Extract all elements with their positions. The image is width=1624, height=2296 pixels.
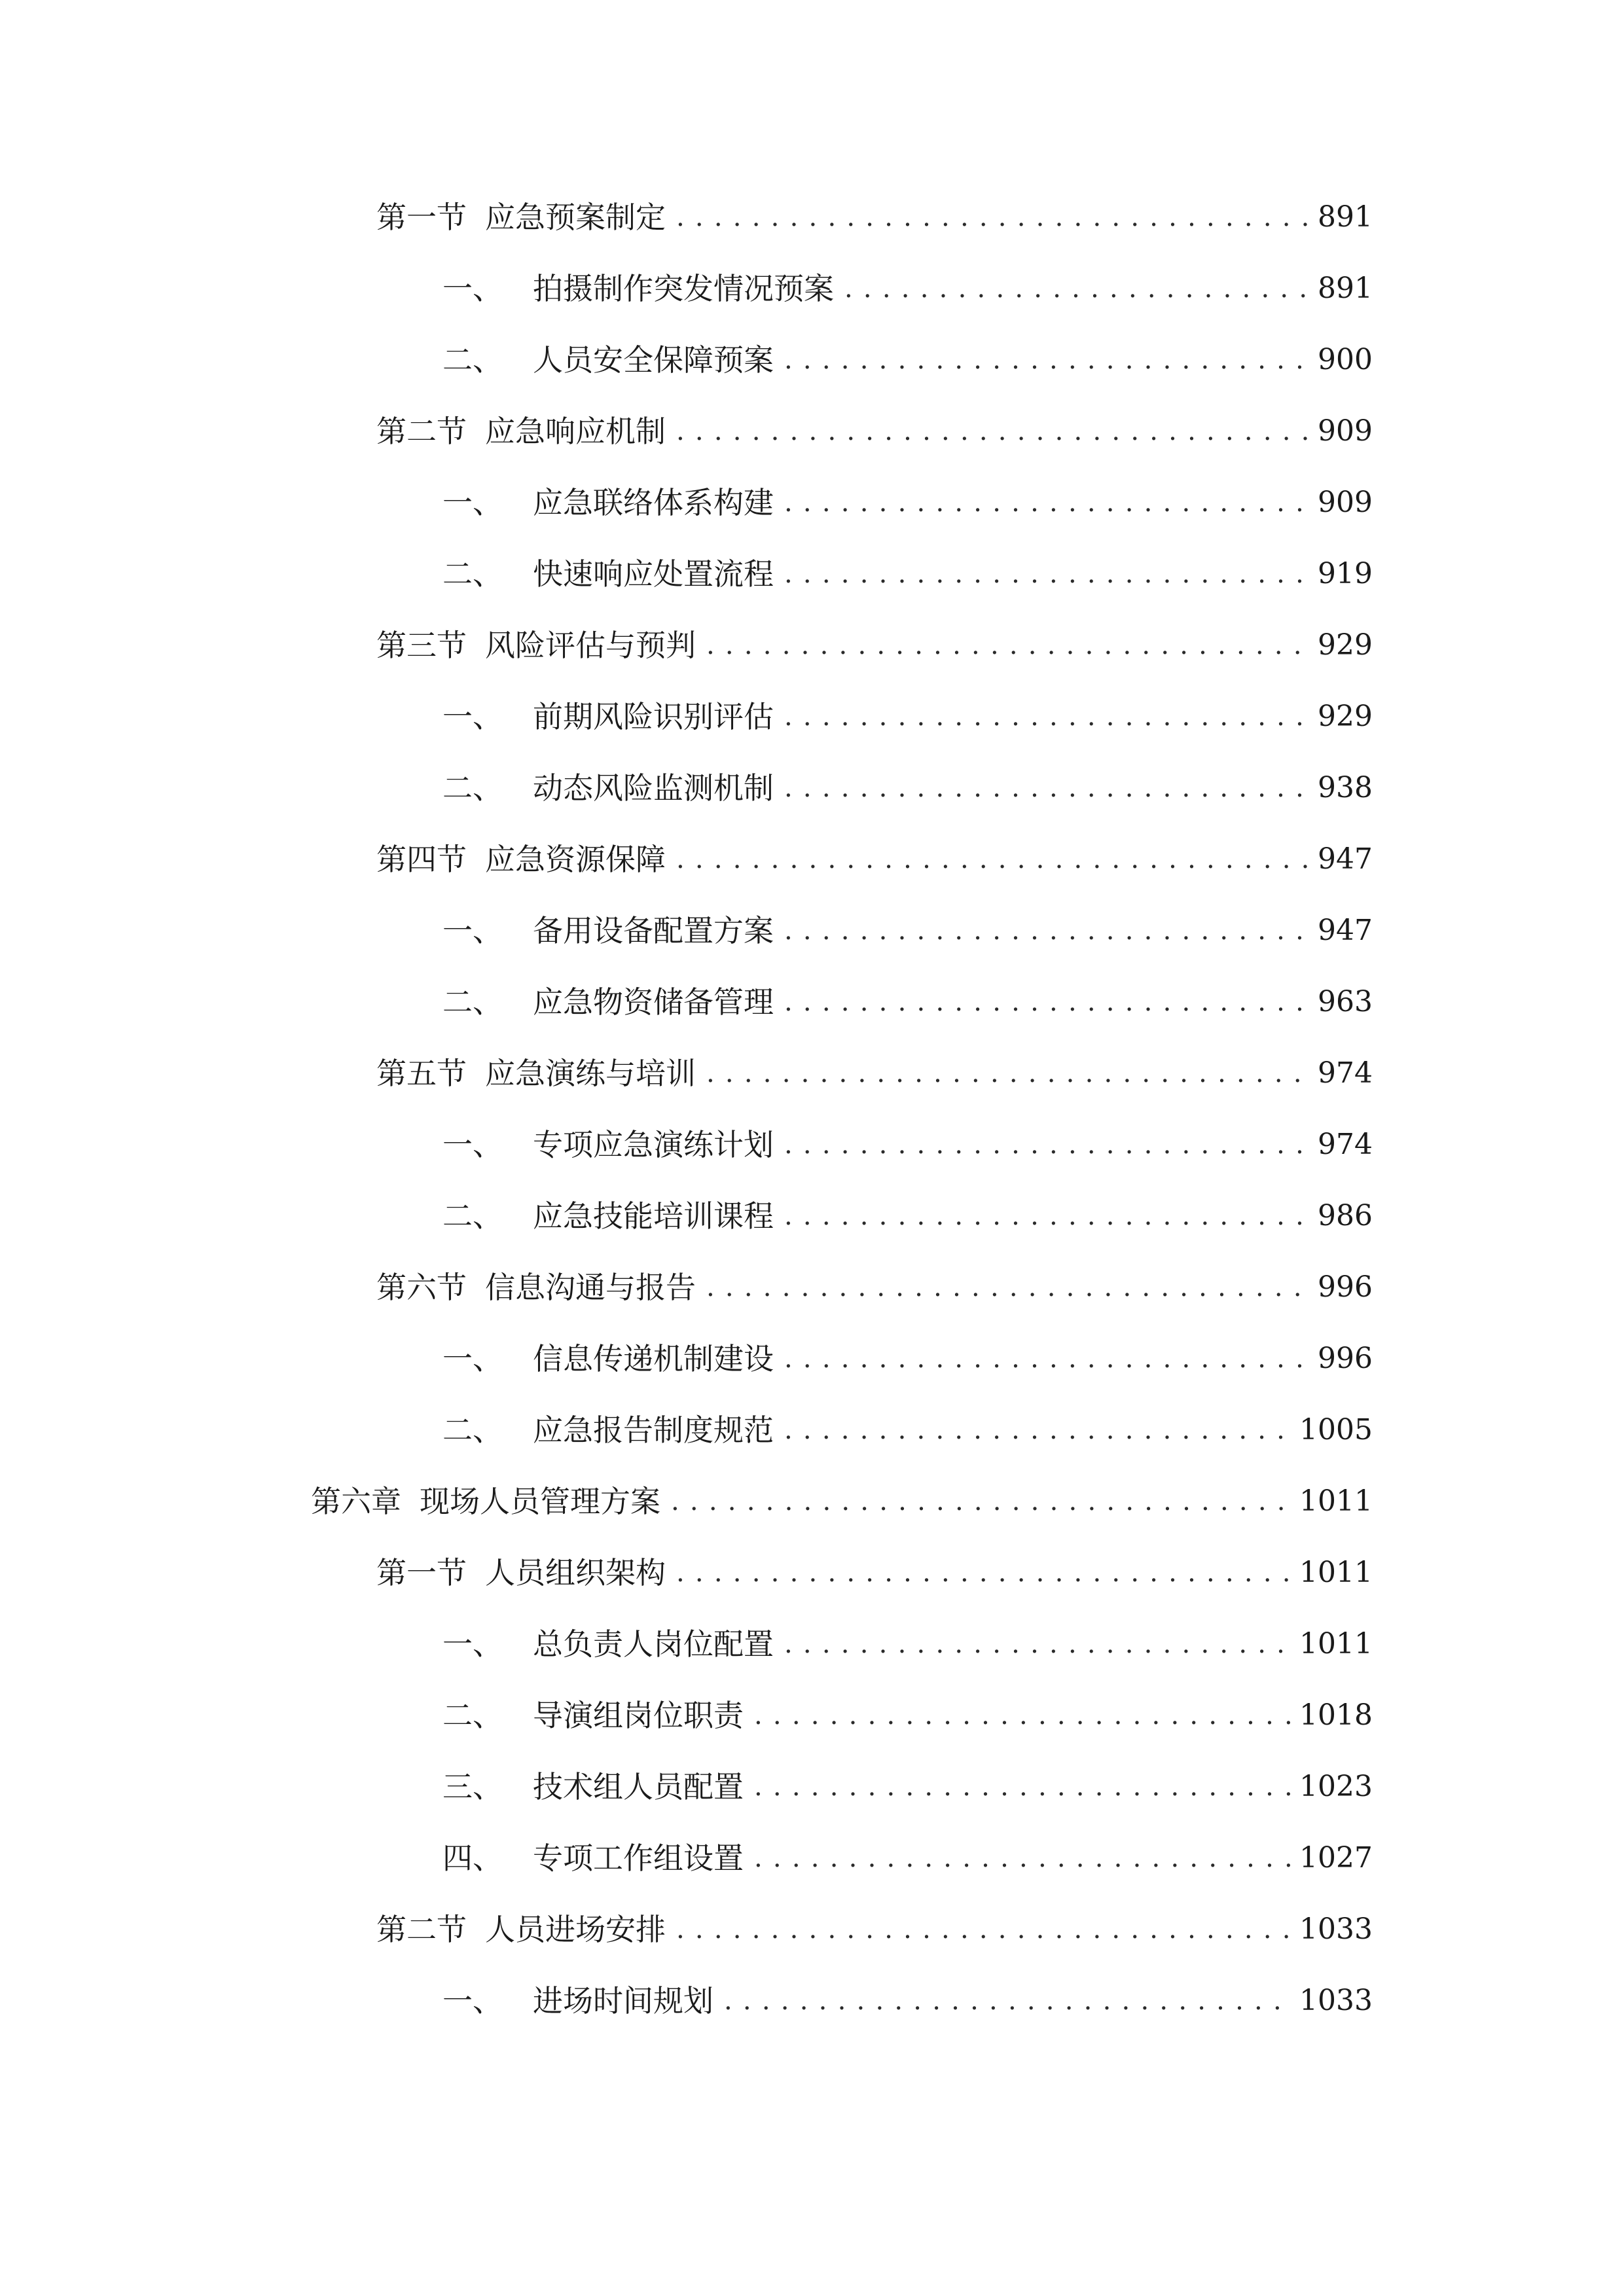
dot-leader [724, 1978, 1293, 2024]
dot-leader [671, 1479, 1293, 1524]
toc-entry-number: 四、 [442, 1840, 503, 1876]
toc-entry-title: 总负责人岗位配置 [533, 1626, 774, 1662]
dot-leader [784, 979, 1311, 1025]
toc-entry-page: 974 [1318, 1056, 1373, 1090]
toc-entry-page: 974 [1318, 1128, 1373, 1161]
toc-entry-title: 前期风险识别评估 [533, 699, 774, 734]
toc-entry-title: 人员进场安排 [485, 1912, 666, 1947]
toc-entry-number: 一、 [442, 271, 503, 306]
toc-entry-number: 一、 [442, 1983, 503, 2018]
dot-leader [706, 1265, 1311, 1310]
dot-leader [784, 551, 1311, 597]
toc-entry-page: 891 [1318, 200, 1373, 234]
dot-leader [784, 480, 1311, 526]
toc-entry-title: 应急预案制定 [485, 200, 666, 235]
toc-entry-section[interactable] [376, 1907, 1373, 1952]
toc-entry-title: 应急资源保障 [485, 842, 666, 877]
dot-leader [784, 1336, 1311, 1382]
toc-entry-number: 二、 [442, 1698, 503, 1733]
toc-entry-section[interactable] [376, 1550, 1373, 1596]
toc-entry-number: 一、 [442, 1127, 503, 1162]
toc-entry-number: 二、 [442, 770, 503, 806]
toc-entry-title: 信息沟通与报告 [485, 1270, 696, 1305]
toc-entry-page: 1023 [1299, 1770, 1373, 1803]
dot-leader [754, 1693, 1293, 1738]
toc-entry-title: 应急演练与培训 [485, 1056, 696, 1091]
dot-leader [706, 1050, 1311, 1096]
toc-entry-title: 应急报告制度规范 [533, 1412, 774, 1448]
toc-entry-item[interactable] [442, 1193, 1373, 1239]
toc-entry-number: 三、 [442, 1769, 503, 1804]
toc-entry-page: 1011 [1299, 1484, 1373, 1518]
toc-entry-number: 二、 [442, 342, 503, 378]
toc-entry-page: 919 [1318, 557, 1373, 590]
dot-leader [784, 1407, 1293, 1453]
toc-entry-page: 909 [1318, 414, 1373, 448]
toc-entry-number: 二、 [442, 984, 503, 1020]
toc-entry-item[interactable] [442, 1835, 1373, 1881]
toc-entry-item[interactable] [442, 1122, 1373, 1168]
toc-entry-page: 996 [1318, 1270, 1373, 1304]
toc-entry-page: 1033 [1299, 1984, 1373, 2017]
toc-entry-number: 二、 [442, 1412, 503, 1448]
dot-leader [784, 908, 1311, 954]
dot-leader [784, 765, 1311, 811]
toc-entry-item[interactable] [442, 1693, 1373, 1738]
dot-leader [676, 194, 1311, 240]
toc-entry-item[interactable] [442, 1764, 1373, 1810]
toc-entry-number: 第一节 [376, 1555, 467, 1590]
dot-leader [676, 408, 1311, 454]
toc-entry-title: 导演组岗位职责 [533, 1698, 744, 1733]
toc-entry-page: 947 [1318, 842, 1373, 876]
toc-entry-page: 986 [1318, 1199, 1373, 1232]
dot-leader [784, 694, 1311, 740]
dot-leader [754, 1764, 1293, 1810]
dot-leader [844, 266, 1311, 312]
toc-entry-number: 第二节 [376, 414, 467, 449]
toc-entry-section[interactable] [376, 1265, 1373, 1310]
toc-entry-item[interactable] [442, 694, 1373, 740]
toc-entry-number: 第一节 [376, 200, 467, 235]
toc-entry-item[interactable] [442, 1336, 1373, 1382]
toc-entry-number: 一、 [442, 485, 503, 520]
toc-entry-page: 891 [1318, 272, 1373, 305]
toc-entry-section[interactable] [376, 836, 1373, 882]
dot-leader [784, 337, 1311, 383]
dot-leader [676, 1550, 1293, 1596]
toc-entry-title: 应急联络体系构建 [533, 485, 774, 520]
toc-entry-number: 一、 [442, 1626, 503, 1662]
toc-entry-section[interactable] [376, 408, 1373, 454]
toc-entry-title: 应急物资储备管理 [533, 984, 774, 1020]
toc-entry-item[interactable] [442, 765, 1373, 811]
toc-entry-number: 第六节 [376, 1270, 467, 1305]
toc-entry-item[interactable] [442, 337, 1373, 383]
toc-entry-title: 专项工作组设置 [533, 1840, 744, 1876]
toc-entry-number: 二、 [442, 556, 503, 592]
toc-entry-page: 1005 [1299, 1413, 1373, 1446]
toc-entry-item[interactable] [442, 1978, 1373, 2024]
toc-entry-item[interactable] [442, 266, 1373, 312]
toc-entry-title: 现场人员管理方案 [420, 1484, 660, 1519]
dot-leader [754, 1835, 1293, 1881]
toc-entry-title: 动态风险监测机制 [533, 770, 774, 806]
toc-entry-number: 第四节 [376, 842, 467, 877]
toc-entry-page: 909 [1318, 486, 1373, 519]
dot-leader [676, 836, 1311, 882]
toc-entry-title: 拍摄制作突发情况预案 [533, 271, 834, 306]
toc-entry-title: 风险评估与预判 [485, 628, 696, 663]
toc-entry-section[interactable] [376, 194, 1373, 240]
toc-entry-page: 1018 [1299, 1698, 1373, 1732]
toc-entry-page: 1011 [1299, 1627, 1373, 1660]
toc-entry-number: 第三节 [376, 628, 467, 663]
toc-entry-page: 963 [1318, 985, 1373, 1018]
toc-entry-number: 第二节 [376, 1912, 467, 1947]
toc-entry-item[interactable] [442, 979, 1373, 1025]
toc-entry-item[interactable] [442, 551, 1373, 597]
toc-entry-title: 备用设备配置方案 [533, 913, 774, 948]
toc-entry-title: 专项应急演练计划 [533, 1127, 774, 1162]
dot-leader [676, 1907, 1293, 1952]
toc-entry-number: 第五节 [376, 1056, 467, 1091]
toc-entry-page: 1033 [1299, 1912, 1373, 1946]
toc-entry-title: 应急响应机制 [485, 414, 666, 449]
toc-entry-number: 二、 [442, 1198, 503, 1234]
toc-entry-page: 929 [1318, 628, 1373, 662]
dot-leader [706, 622, 1311, 668]
toc-entry-title: 应急技能培训课程 [533, 1198, 774, 1234]
toc-entry-number: 一、 [442, 699, 503, 734]
toc-entry-title: 信息传递机制建设 [533, 1341, 774, 1376]
toc-entry-item[interactable] [442, 1621, 1373, 1667]
toc-entry-title: 人员安全保障预案 [533, 342, 774, 378]
toc-entry-item[interactable] [442, 480, 1373, 526]
toc-entry-item[interactable] [442, 908, 1373, 954]
toc-entry-page: 900 [1318, 343, 1373, 376]
toc-entry-chapter[interactable] [311, 1479, 1373, 1524]
toc-entry-number: 第六章 [311, 1484, 401, 1519]
toc-entry-title: 快速响应处置流程 [533, 556, 774, 592]
toc-entry-number: 一、 [442, 1341, 503, 1376]
toc-entry-page: 929 [1318, 700, 1373, 733]
toc-entry-page: 947 [1318, 914, 1373, 947]
toc-entry-page: 996 [1318, 1342, 1373, 1375]
toc-entry-section[interactable] [376, 622, 1373, 668]
toc-entry-section[interactable] [376, 1050, 1373, 1096]
toc-entry-title: 人员组织架构 [485, 1555, 666, 1590]
toc-entry-item[interactable] [442, 1407, 1373, 1453]
toc-entry-title: 技术组人员配置 [533, 1769, 744, 1804]
toc-entry-title: 进场时间规划 [533, 1983, 713, 2018]
dot-leader [784, 1193, 1311, 1239]
dot-leader [784, 1621, 1293, 1667]
toc-entry-page: 1011 [1299, 1556, 1373, 1589]
dot-leader [784, 1122, 1311, 1168]
toc-entry-number: 一、 [442, 913, 503, 948]
toc-entry-page: 938 [1318, 771, 1373, 804]
toc-entry-page: 1027 [1299, 1841, 1373, 1874]
